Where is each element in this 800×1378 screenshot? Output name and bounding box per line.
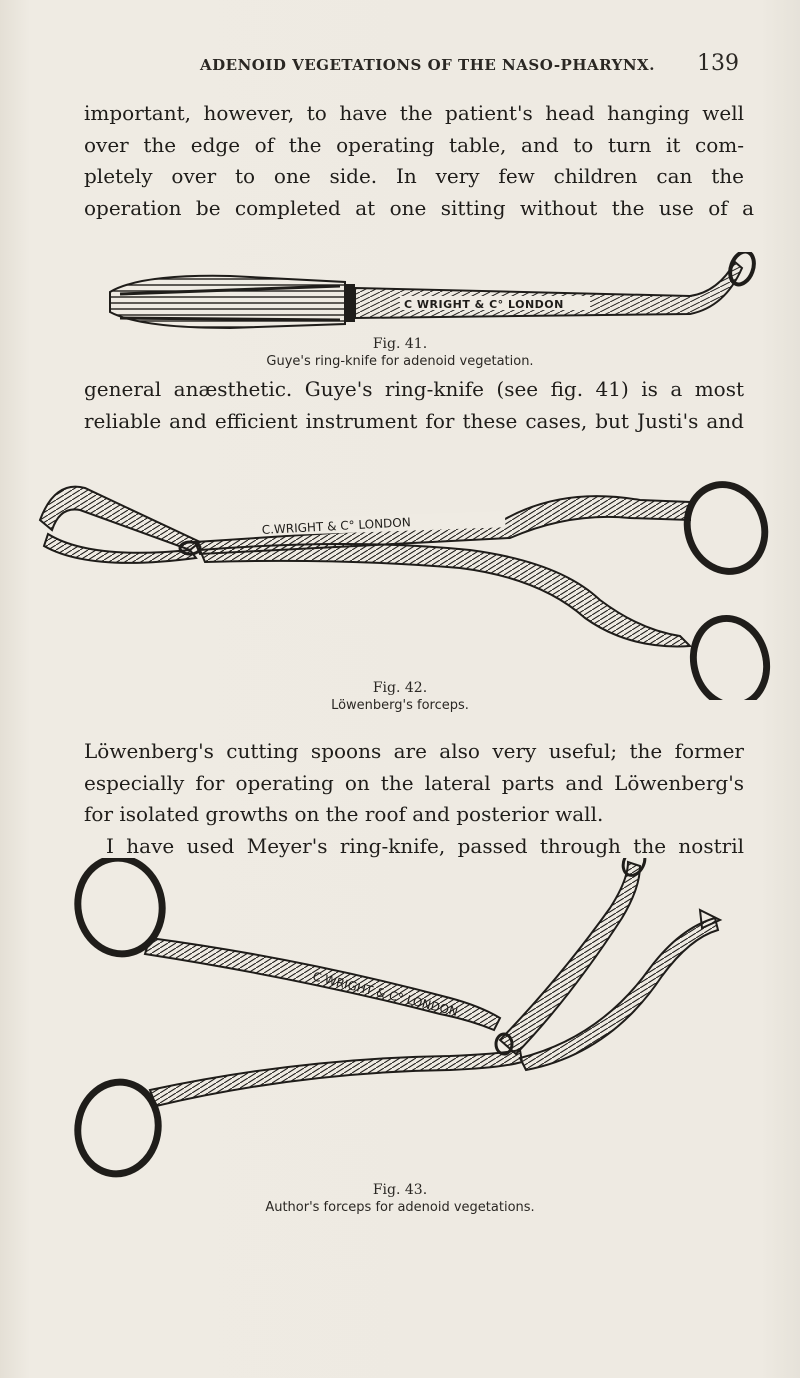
figure-caption: Author's forceps for adenoid vegetations. [265,1200,535,1215]
maker-stamp: C.WRIGHT & C° LONDON [261,515,412,537]
figure-caption: Löwenberg's forceps. [331,698,469,713]
forceps-lower-arm [150,1050,522,1106]
running-head [0,51,800,86]
maker-stamp: C WRIGHT & C° LONDON [404,298,564,311]
finger-ring-upper [675,474,777,583]
paragraph-2 [84,374,744,437]
text-line: I have used Meyer's ring-knife, passed through the nostril [106,833,744,858]
figure-42-label [0,680,800,714]
text-line: important, however, to have the patient's head hanging well [84,101,744,125]
text-line: general anæsthetic. Guye's ring-knife (see fig. 41) is a most [84,377,744,401]
figure-number: Fig. 41. [372,336,428,352]
figure-43-label [0,1182,800,1216]
figure-41 [0,252,800,369]
ring-knife-illustration [0,252,800,342]
knife-collar [345,284,355,322]
forceps-lower-shaft [200,544,690,646]
figure-caption: Guye's ring-knife for adenoid vegetation. [266,354,534,369]
figure-42 [0,450,800,720]
page-number: 139 [697,51,739,76]
text-line: over the edge of the operating table, and to turn it com- [84,132,744,157]
text-line: pletely over to one side. In very few children can the [84,164,744,188]
running-title: ADENOID VEGETATIONS OF THE NASO-PHARYNX. [200,56,655,74]
text-line: Löwenberg's cutting spoons are also very useful; the former [84,739,744,763]
paragraph-1 [84,98,754,224]
text-line: reliable and efficient instrument for these cases, but Justi's and [84,408,744,433]
text-line: especially for operating on the lateral parts and Löwenberg's [84,770,744,795]
figure-number: Fig. 42. [372,680,428,696]
text-line: operation be completed at one sitting without the use of a [84,195,754,220]
figure-41-label [0,336,800,370]
paragraph-3 [84,736,744,862]
figure-43 [0,858,800,1238]
maker-stamp: C WRIGHT & C° LONDON [311,969,460,1019]
forceps-illustration [0,450,800,700]
author-forceps-illustration [0,858,800,1178]
text-line: for isolated growths on the roof and posterior wall. [84,802,604,826]
figure-number: Fig. 43. [372,1182,428,1198]
forceps-jaw-upper [40,487,200,550]
